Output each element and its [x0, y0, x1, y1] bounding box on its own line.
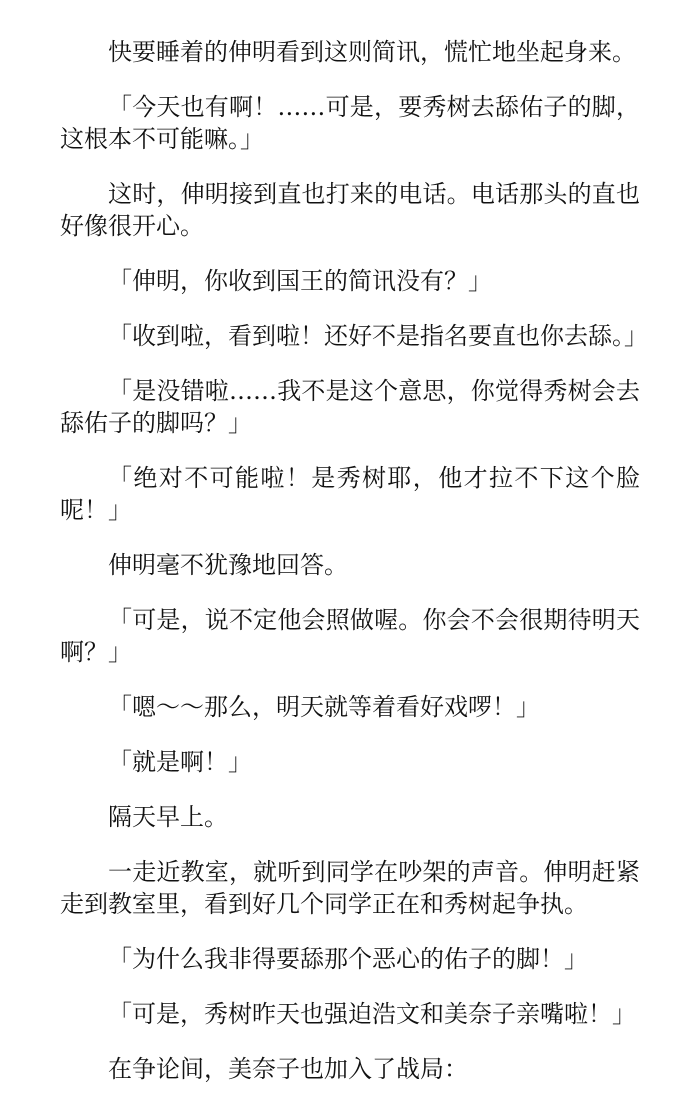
paragraph-3: 这时，伸明接到直也打来的电话。电话那头的直也好像很开心。 — [60, 180, 640, 240]
paragraph-9: 「可是，说不定他会照做喔。你会不会很期待明天啊？」 — [60, 606, 640, 666]
document-page — [60, 36, 648, 1108]
paragraph-8: 伸明毫不犹豫地回答。 — [108, 551, 348, 579]
paragraph-13: 一走近教室，就听到同学在吵架的声音。伸明赶紧走到教室里，看到好几个同学正在和秀树起争执。 — [60, 858, 640, 918]
paragraph-6: 「是没错啦……我不是这个意思，你觉得秀树会去舔佑子的脚吗？」 — [60, 377, 640, 437]
paragraph-7: 「绝对不可能啦！是秀树耶，他才拉不下这个脸呢！」 — [60, 464, 640, 524]
paragraph-12: 隔天早上。 — [108, 803, 228, 831]
paragraph-5: 「收到啦，看到啦！还好不是指名要直也你去舔。」 — [108, 322, 648, 350]
paragraph-15: 「可是，秀树昨天也强迫浩文和美奈子亲嘴啦！」 — [108, 1000, 636, 1028]
paragraph-4: 「伸明，你收到国王的简讯没有？」 — [108, 267, 492, 295]
paragraph-14: 「为什么我非得要舔那个恶心的佑子的脚！」 — [108, 945, 588, 973]
paragraph-16: 在争论间，美奈子也加入了战局： — [108, 1055, 468, 1083]
paragraph-1: 快要睡着的伸明看到这则简讯，慌忙地坐起身来。 — [108, 38, 636, 66]
paragraph-11: 「就是啊！」 — [108, 748, 252, 776]
paragraph-2: 「今天也有啊！……可是，要秀树去舔佑子的脚，这根本不可能嘛。」 — [60, 93, 640, 153]
paragraph-10: 「嗯～～那么，明天就等着看好戏啰！」 — [108, 693, 540, 721]
